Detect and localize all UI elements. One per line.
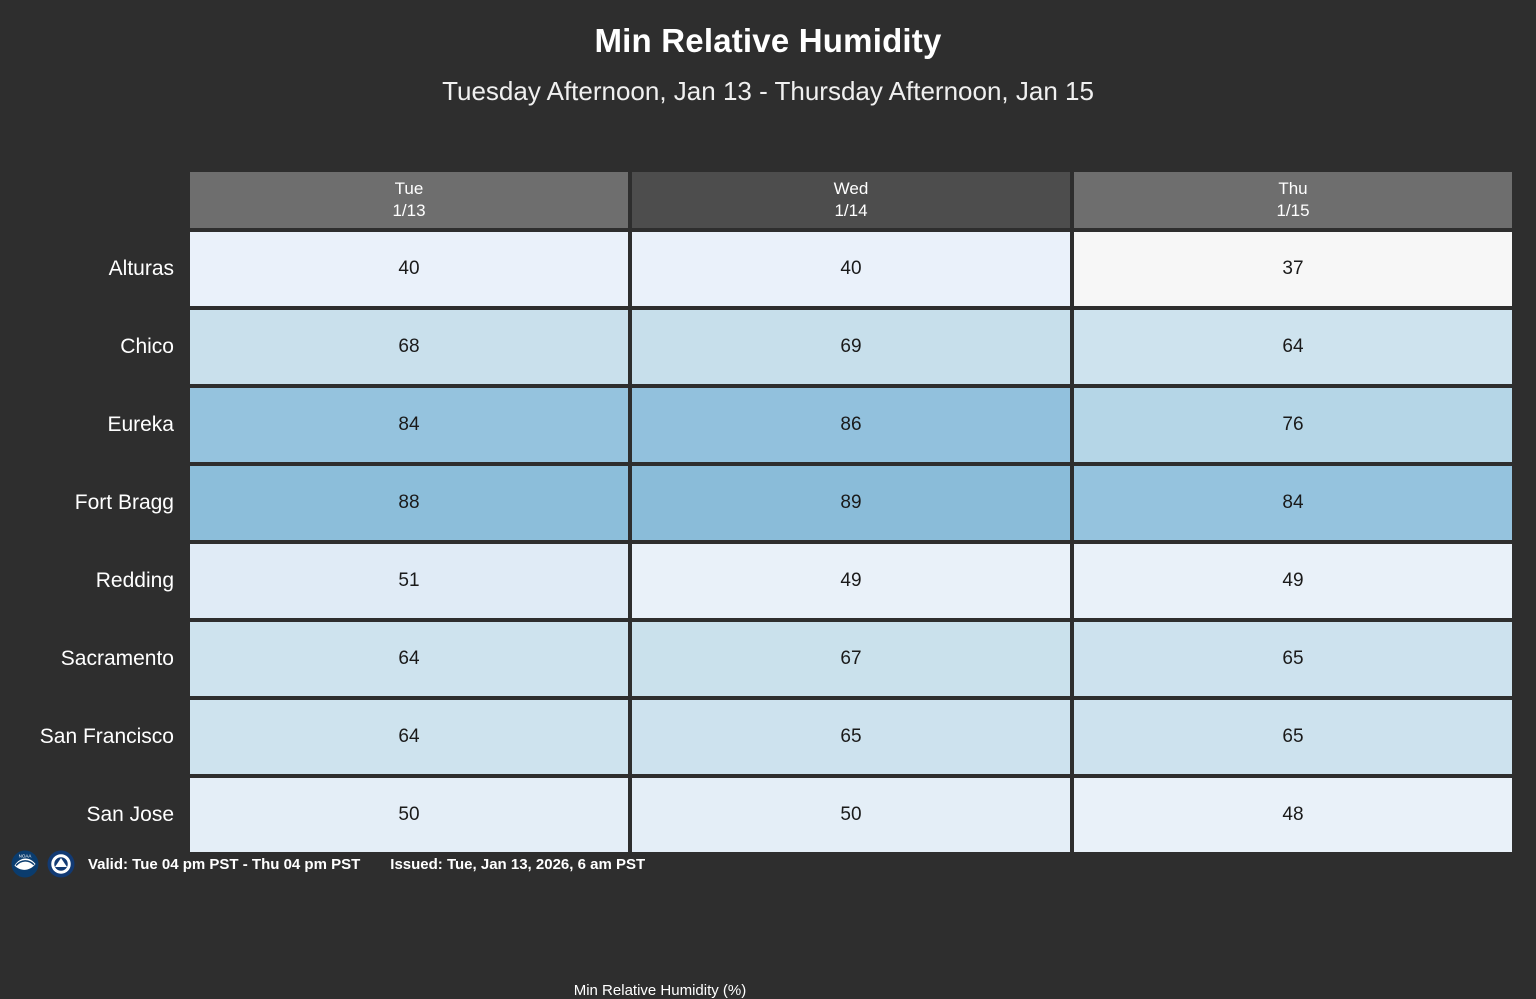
cell-value: 64 <box>188 620 630 698</box>
table-header-row <box>0 170 1514 230</box>
nws-logo-icon <box>46 849 76 879</box>
column-header-date: 1/15 <box>1276 201 1310 220</box>
cell-value: 64 <box>188 698 630 776</box>
column-header-date: 1/13 <box>392 201 426 220</box>
valid-text: Valid: Tue 04 pm PST - Thu 04 pm PST <box>88 855 361 873</box>
cell-value: 67 <box>630 620 1072 698</box>
table-row <box>0 698 1514 776</box>
table-row <box>0 386 1514 464</box>
table-row <box>0 308 1514 386</box>
noaa-logo-icon <box>10 849 40 879</box>
cell-value: 50 <box>630 776 1072 854</box>
cell-value: 48 <box>1072 776 1514 854</box>
column-header-dayname: Thu <box>1278 179 1308 199</box>
cell-value: 68 <box>188 308 630 386</box>
cell-value: 84 <box>1072 464 1514 542</box>
row-label: San Jose <box>86 803 174 826</box>
row-label: Alturas <box>108 257 174 280</box>
cell-value: 40 <box>630 230 1072 308</box>
issued-text: Issued: Tue, Jan 13, 2026, 6 am PST <box>390 855 646 873</box>
column-header-day-2 <box>1072 170 1514 230</box>
row-label: Chico <box>120 335 174 358</box>
axis-label: Min Relative Humidity (%) <box>573 982 747 999</box>
table-row <box>0 542 1514 620</box>
cell-value: 40 <box>188 230 630 308</box>
table-header <box>0 170 1514 230</box>
column-header-date: 1/14 <box>834 201 868 220</box>
row-label: Redding <box>95 569 174 592</box>
cell-value: 65 <box>1072 620 1514 698</box>
cell-value: 37 <box>1072 230 1514 308</box>
cell-value: 65 <box>1072 698 1514 776</box>
column-header-day-1 <box>630 170 1072 230</box>
cell-value: 64 <box>1072 308 1514 386</box>
cell-value: 84 <box>188 386 630 464</box>
page-subtitle: Tuesday Afternoon, Jan 13 - Thursday Afternoon, Jan 15 <box>442 76 1094 106</box>
table-row <box>0 464 1514 542</box>
table-row <box>0 620 1514 698</box>
cell-value: 50 <box>188 776 630 854</box>
page-title: Min Relative Humidity <box>594 22 942 59</box>
svg-text:NOAA: NOAA <box>18 853 32 859</box>
column-header-day-0 <box>188 170 630 230</box>
row-label: Eureka <box>107 413 174 436</box>
row-label: Sacramento <box>60 647 174 670</box>
table-body <box>0 230 1514 854</box>
cell-value: 86 <box>630 386 1072 464</box>
footer-bar <box>0 842 1536 886</box>
cell-value: 49 <box>630 542 1072 620</box>
column-header-dayname: Tue <box>394 179 424 199</box>
cell-value: 76 <box>1072 386 1514 464</box>
cell-value: 65 <box>630 698 1072 776</box>
cell-value: 89 <box>630 464 1072 542</box>
cell-value: 69 <box>630 308 1072 386</box>
row-label: Fort Bragg <box>74 491 174 514</box>
cell-value: 49 <box>1072 542 1514 620</box>
cell-value: 51 <box>188 542 630 620</box>
row-label: San Francisco <box>39 725 174 748</box>
humidity-table <box>0 170 1514 854</box>
column-header-dayname: Wed <box>833 179 869 199</box>
cell-value: 88 <box>188 464 630 542</box>
corner-cell <box>0 170 188 230</box>
table-row <box>0 230 1514 308</box>
